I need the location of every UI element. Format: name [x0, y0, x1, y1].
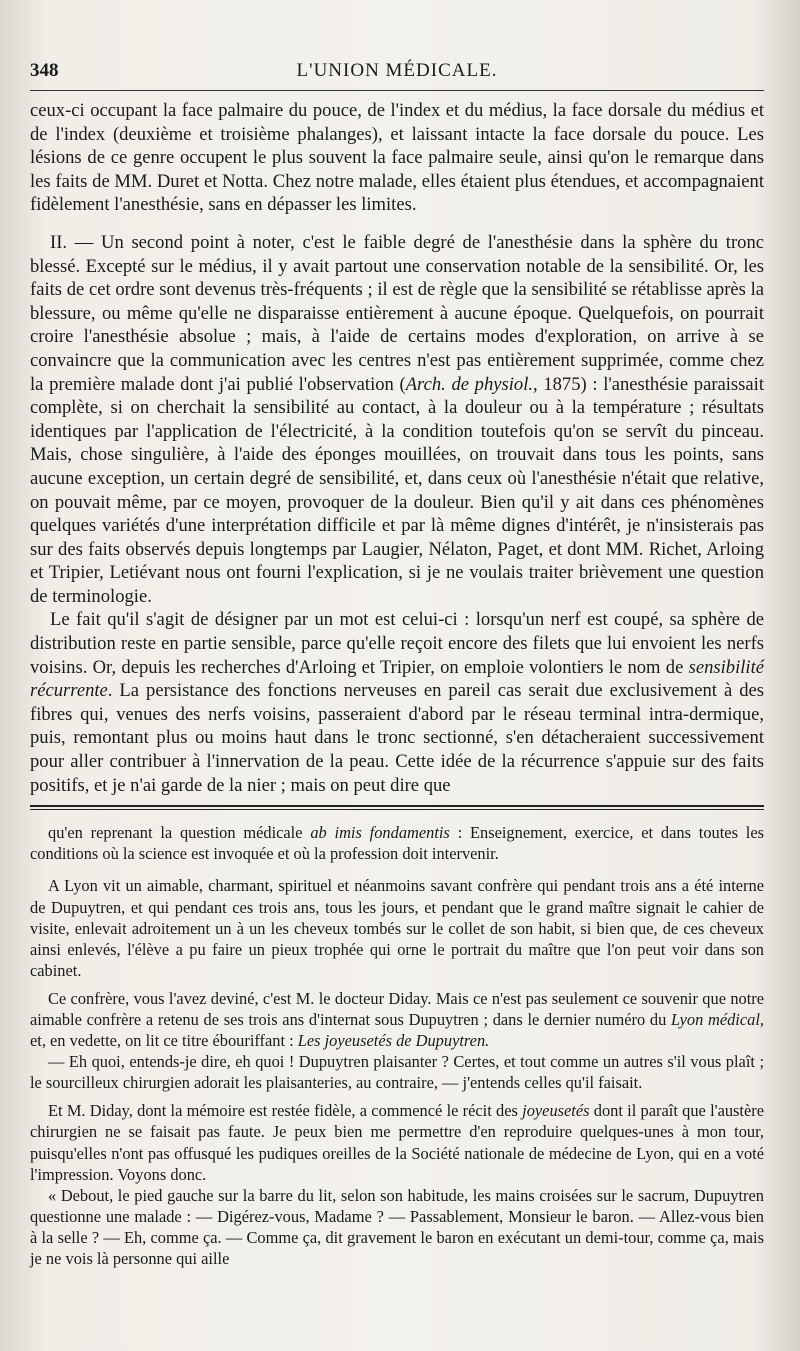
feuilleton-paragraph: A Lyon vit un aimable, charmant, spirituel et néanmoins savant confrère qui pendant trois ans a été interne de Dupuytren, et qui pendant ces trois ans, tous les jours, et pendant que le grand maître signait le cahier de visite, enlevait adroitement un à un les cheveux tombés sur le collet de son habit, si bien que, de ces cheveux ainsi enlevés, l'élève a pu faire un pieux trophée qui orne le portrait du maître que l'on peut voir dans son cabinet.: [30, 876, 764, 980]
header-rule: [30, 90, 764, 91]
page-header: [30, 50, 764, 90]
feuilleton-paragraph: qu'en reprenant la question médicale ab imis fondamentis : Enseignement, exercice, et dans toutes les conditions où la science est invoquée et où la profession doit intervenir.: [30, 823, 764, 864]
feuilleton-paragraph: Ce confrère, vous l'avez deviné, c'est M. le docteur Diday. Mais ce n'est pas seulement ce souvenir que notre aimable confrère a retenu de ses trois ans d'internat sous Dupuytren ; dans le dernier numéro du Lyon médical, et, en vedette, on lit ce titre ébouriffant : Les joyeusetés de Dupuytren.: [30, 988, 764, 1051]
feuilleton: [30, 822, 764, 1269]
feuilleton-paragraph: — Eh quoi, entends-je dire, eh quoi ! Dupuytren plaisanter ? Certes, et tout comme un autres s'il vous plaît ; le sourcilleux chirurgien adorait les plaisanteries, au contraire, — j'entends celles qu'il faisait.: [30, 1052, 764, 1093]
feuilleton-paragraph: Et M. Diday, dont la mémoire est restée fidèle, a commencé le récit des joyeusetés dont il paraît que l'austère chirurgien ne se faisait pas faute. Je peux bien me permettre d'en reproduire quelques-unes à mon tour, puisqu'elles n'ont pas offusqué les pudiques oreilles de la Société nationale de médecine de Lyon, qui en a voté l'impression. Voyons donc.: [30, 1101, 764, 1184]
page-number: 348: [30, 60, 59, 81]
paragraph-recurrent-sensibility: Le fait qu'il s'agit de désigner par un mot est celui-ci : lorsqu'un nerf est coupé, sa sphère de distribution reste en partie sensible, parce qu'elle reçoit encore des filets que lui envoient les nerfs voisins. Or, depuis les recherches d'Arloing et Tripier, on emploie volontiers le nom de sensibilité récurrente. La persistance des fonctions nerveuses en pareil cas serait due exclusivement à des fibres qui, venues des nerfs voisins, passeraient d'abord par le réseau terminal intra-dermique, puis, remontant plus ou moins haut dans le tronc sectionné, s'en détacheraient successivement pour aller contribuer à l'innervation de la peau. Cette idée de la récurrence s'appuie sur des faits positifs, et je n'ai garde de la nier ; mais on peut dire que: [30, 609, 764, 796]
paragraph-continuation: ceux-ci occupant la face palmaire du pouce, de l'index et du médius, la face dorsale du médius et de l'index (deuxième et troisième phalanges), et laissant intacte la face dorsale du pouce. Les lésions de ce genre occupent le plus souvent la face palmaire seule, ainsi qu'on le remarque dans les faits de MM. Duret et Notta. Chez notre malade, elles étaient plus étendues, et accompagnaient fidèlement l'anesthésie, sans en dépasser les limites.: [30, 100, 764, 216]
feuilleton-paragraph: « Debout, le pied gauche sur la barre du lit, selon son habitude, les mains croisées sur le sacrum, Dupuytren questionne une malade : — Digérez-vous, Madame ? — Passablement, Monsieur le baron. — Allez-vous bien à la selle ? — Eh, comme ça. — Comme ça, dit gravement le baron en exécutant un demi-tour, comme ça, mais je ne vois là personne qui aille: [30, 1185, 764, 1268]
citation: Arch. de physiol.: [405, 373, 534, 395]
paragraph-section-two: II. — Un second point à noter, c'est le faible degré de l'anesthésie dans la sphère du tronc blessé. Excepté sur le médius, il y avait partout une conservation notable de la sensibilité. Or, les faits de cet ordre sont devenus très-fréquents ; il est de règle que la sensibilité se rétablisse après la blessure, ou même qu'elle ne disparaisse entièrement à aucune époque. Quelquefois, on pourrait croire l'anesthésie absolue ; mais, à l'aide de certains modes d'exploration, on arrive à se convaincre que la communication avec les centres n'est pas entièrement supprimée, comme chez la première malade dont j'ai publié l'observation (Arch. de physiol., 1875) : l'anesthésie paraissait complète, si on cherchait la sensibilité au contact, à la douleur ou à la température ; résultats identiques par l'application de l'électricité, à la condition toutefois qu'on se servît du pinceau. Mais, chose singulière, à l'aide des éponges mouillées, on trouvait dans tous les points, sans aucune exception, un certain degré de sensibilité, et, dans ceux où l'anesthésie n'était que relative, on pouvait même, par ce moyen, provoquer de la douleur. Bien qu'il y ait dans ces phénomènes quelques variétés d'une interprétation difficile et par là même dignes d'intérêt, je n'insisterais pas sur des faits observés depuis longtemps par Laugier, Nélaton, Paget, et dont MM. Richet, Arloing et Tripier, Letiévant nous ont fourni l'explication, si je ne voulais traiter brièvement une question de terminologie.: [30, 231, 764, 607]
journal-title: L'UNION MÉDICALE.: [296, 60, 498, 81]
term-italic: sensibilité récurrente: [30, 656, 764, 702]
article-body: [30, 99, 764, 797]
feuilleton-separator: [30, 805, 764, 810]
